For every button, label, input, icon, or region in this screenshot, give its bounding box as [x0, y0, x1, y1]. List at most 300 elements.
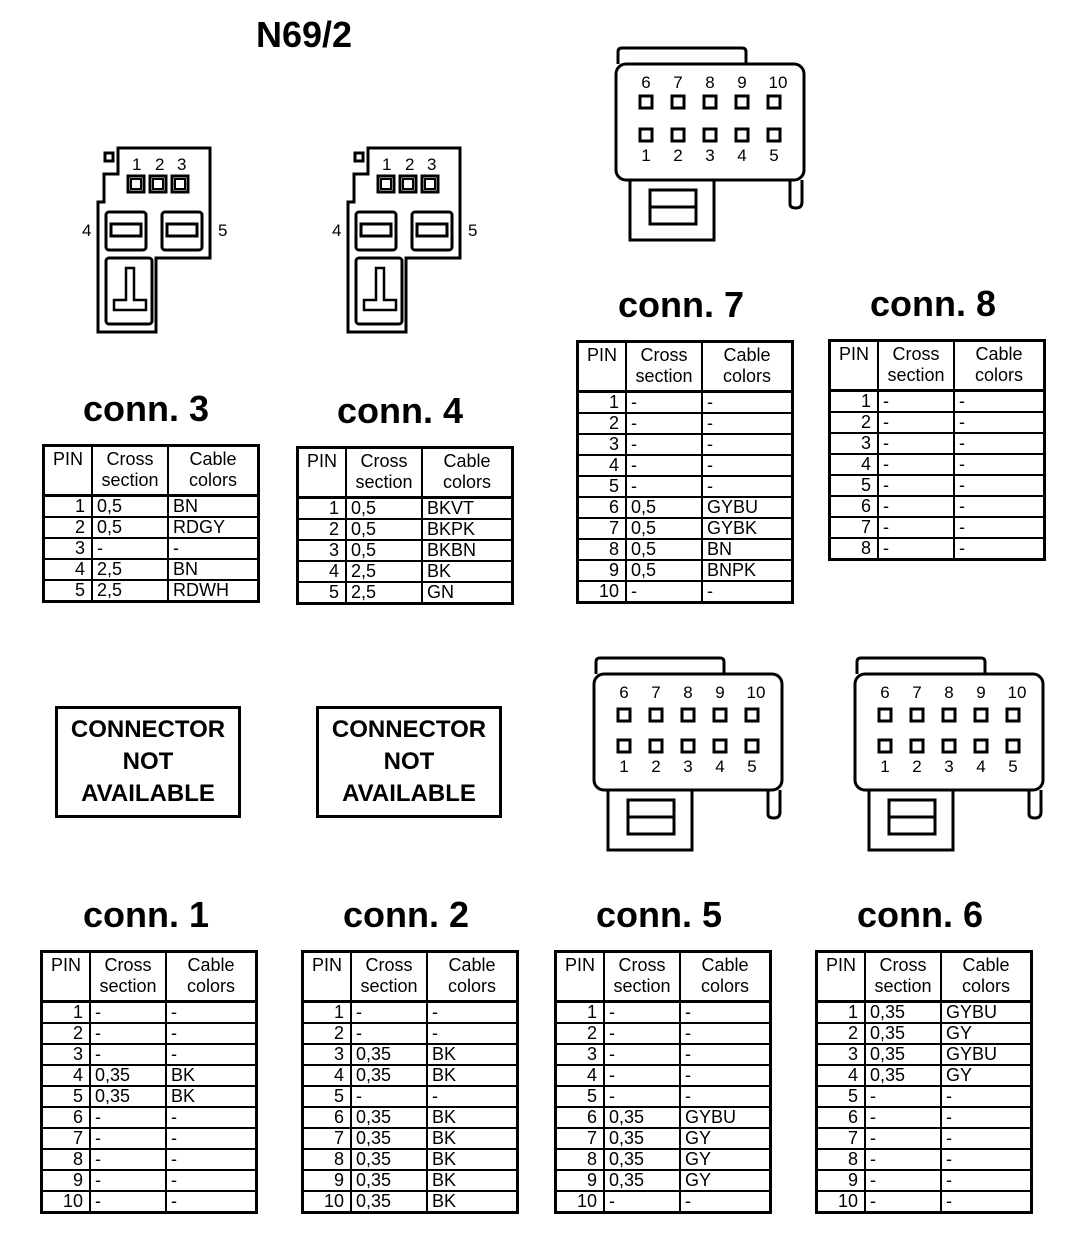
conn2-title: conn. 2: [342, 894, 470, 935]
cable-color-value: -: [680, 1191, 771, 1213]
cross-section-value: 0,5: [626, 518, 702, 539]
pin-label: 9: [737, 73, 747, 92]
table-row: [298, 519, 513, 540]
conn8-title: conn. 8: [869, 283, 997, 324]
table-row: [578, 560, 793, 581]
table-row: [556, 1044, 771, 1065]
pin-number: 3: [303, 1044, 352, 1065]
cross-section-value: 0,35: [865, 1023, 941, 1044]
cross-section-value: -: [90, 1044, 166, 1065]
cross-section-value: 0,35: [865, 1002, 941, 1024]
cable-color-value: -: [166, 1149, 257, 1170]
cable-color-value: BN: [702, 539, 793, 560]
cross-section-value: -: [878, 391, 954, 413]
table-row: [42, 1170, 257, 1191]
pin-number: 2: [556, 1023, 605, 1044]
cable-color-value: -: [941, 1170, 1032, 1191]
table-row: [298, 561, 513, 582]
cross-section-value: 0,35: [865, 1065, 941, 1086]
cable-color-value: BK: [422, 561, 513, 582]
table-row: [817, 1086, 1032, 1107]
cable-color-value: BK: [427, 1191, 518, 1213]
connector-pin-labels: [641, 73, 787, 165]
cross-section-value: -: [604, 1191, 680, 1213]
pin-label: 6: [641, 73, 651, 92]
pin-number: 4: [42, 1065, 91, 1086]
cross-section-value: -: [90, 1149, 166, 1170]
cross-section-value: 0,35: [90, 1086, 166, 1107]
pin-number: 8: [578, 539, 627, 560]
cross-section-value: 0,5: [626, 539, 702, 560]
table-row: [298, 582, 513, 604]
cable-color-value: -: [702, 476, 793, 497]
pin-label: 6: [880, 683, 890, 702]
cable-color-value: -: [427, 1086, 518, 1107]
table-row: [303, 1044, 518, 1065]
cable-color-value: -: [941, 1086, 1032, 1107]
cable-colors-header: Cable colors: [168, 446, 259, 496]
pin-label: 5: [769, 146, 779, 165]
pin-header: PIN: [303, 952, 352, 1002]
cross-section-value: 0,35: [351, 1149, 427, 1170]
cable-color-value: -: [954, 391, 1045, 413]
table-row: [830, 454, 1045, 475]
cable-colors-header: Cable colors: [166, 952, 257, 1002]
pin-number: 7: [817, 1128, 866, 1149]
cable-color-value: BN: [168, 496, 259, 518]
cross-section-value: 0,35: [351, 1107, 427, 1128]
cable-color-value: -: [166, 1023, 257, 1044]
cable-color-value: -: [702, 392, 793, 414]
pin-number: 7: [830, 517, 879, 538]
connector-4-drawing: [330, 140, 490, 340]
cable-color-value: -: [941, 1128, 1032, 1149]
conn3-pin-table: [42, 444, 260, 603]
cross-section-value: -: [604, 1044, 680, 1065]
pin-number: 1: [817, 1002, 866, 1024]
cross-section-value: 0,5: [626, 497, 702, 518]
table-row: [44, 496, 259, 518]
pin-label: 4: [82, 221, 92, 240]
pin-label: 9: [976, 683, 986, 702]
table-row: [830, 538, 1045, 560]
table-row: [578, 476, 793, 497]
cross-section-header: Cross section: [346, 448, 422, 498]
cross-section-value: -: [626, 455, 702, 476]
cross-section-value: -: [351, 1086, 427, 1107]
cross-section-value: -: [878, 538, 954, 560]
cross-section-value: -: [878, 454, 954, 475]
pin-number: 4: [830, 454, 879, 475]
pin-label: 5: [747, 757, 757, 776]
table-row: [44, 538, 259, 559]
pin-number: 5: [817, 1086, 866, 1107]
cross-section-value: -: [865, 1191, 941, 1213]
table-row: [830, 496, 1045, 517]
conn3-title: conn. 3: [82, 388, 210, 429]
conn6-pin-table: [815, 950, 1033, 1214]
table-row: [42, 1128, 257, 1149]
pin-number: 3: [42, 1044, 91, 1065]
table-row: [44, 517, 259, 538]
cross-section-value: -: [90, 1128, 166, 1149]
cross-section-value: 0,35: [351, 1191, 427, 1213]
pin-number: 3: [830, 433, 879, 454]
conn8-pin-table: [828, 339, 1046, 561]
cable-color-value: -: [166, 1128, 257, 1149]
pin-number: 2: [44, 517, 93, 538]
cross-section-header: Cross section: [865, 952, 941, 1002]
pin-label: 2: [405, 155, 415, 174]
page-title: N69/2: [256, 14, 353, 55]
cross-section-value: -: [626, 476, 702, 497]
pin-number: 5: [44, 580, 93, 602]
cross-section-value: 0,5: [346, 540, 422, 561]
pin-number: 6: [578, 497, 627, 518]
cable-color-value: BN: [168, 559, 259, 580]
pin-number: 10: [556, 1191, 605, 1213]
cross-section-value: -: [92, 538, 168, 559]
connector-pin-labels: [880, 683, 1026, 776]
table-row: [303, 1149, 518, 1170]
cable-color-value: -: [702, 434, 793, 455]
pin-label: 10: [1007, 683, 1027, 702]
pin-number: 7: [42, 1128, 91, 1149]
pin-number: 1: [578, 392, 627, 414]
table-header-row: [298, 448, 513, 498]
cable-color-value: -: [427, 1002, 518, 1024]
table-header-row: [303, 952, 518, 1002]
table-row: [817, 1191, 1032, 1213]
cross-section-header: Cross section: [878, 341, 954, 391]
cross-section-value: -: [90, 1191, 166, 1213]
table-row: [830, 391, 1045, 413]
pin-header: PIN: [817, 952, 866, 1002]
na-line: AVAILABLE: [81, 780, 215, 807]
cable-color-value: BK: [166, 1065, 257, 1086]
conn2-pin-table: [301, 950, 519, 1214]
na-line: CONNECTOR: [70, 716, 226, 743]
table-row: [303, 1023, 518, 1044]
cross-section-value: -: [90, 1023, 166, 1044]
pin-number: 9: [42, 1170, 91, 1191]
cross-section-value: 0,5: [92, 496, 168, 518]
cross-section-value: -: [90, 1170, 166, 1191]
cross-section-header: Cross section: [90, 952, 166, 1002]
table-row: [42, 1086, 257, 1107]
pin-number: 9: [556, 1170, 605, 1191]
table-row: [556, 1191, 771, 1213]
table-row: [556, 1023, 771, 1044]
pin-number: 7: [303, 1128, 352, 1149]
pin-header: PIN: [42, 952, 91, 1002]
pin-label: 3: [705, 146, 715, 165]
pin-label: 3: [683, 757, 693, 776]
cross-section-value: -: [604, 1065, 680, 1086]
cross-section-value: 2,5: [346, 561, 422, 582]
pin-number: 2: [817, 1023, 866, 1044]
pin-label: 8: [944, 683, 954, 702]
connector-pin-labels: [619, 683, 765, 776]
cable-color-value: GYBU: [702, 497, 793, 518]
conn4-pin-table: [296, 446, 514, 605]
pin-number: 5: [578, 476, 627, 497]
connector-5-drawing: [590, 654, 790, 854]
table-header-row: [817, 952, 1032, 1002]
table-row: [42, 1002, 257, 1024]
table-row: [42, 1044, 257, 1065]
cross-section-value: -: [604, 1086, 680, 1107]
pin-header: PIN: [556, 952, 605, 1002]
table-row: [556, 1149, 771, 1170]
table-row: [42, 1149, 257, 1170]
cross-section-value: 0,35: [604, 1107, 680, 1128]
cross-section-header: Cross section: [604, 952, 680, 1002]
cross-section-header: Cross section: [351, 952, 427, 1002]
table-row: [817, 1065, 1032, 1086]
table-row: [817, 1044, 1032, 1065]
cable-color-value: GY: [941, 1023, 1032, 1044]
pin-number: 4: [303, 1065, 352, 1086]
connector-not-available-box: [55, 706, 241, 818]
cable-color-value: -: [680, 1065, 771, 1086]
table-row: [556, 1065, 771, 1086]
cross-section-header: Cross section: [626, 342, 702, 392]
pin-label: 8: [705, 73, 715, 92]
table-row: [817, 1002, 1032, 1024]
pin-number: 10: [578, 581, 627, 603]
cable-colors-header: Cable colors: [954, 341, 1045, 391]
pin-number: 7: [578, 518, 627, 539]
cross-section-value: -: [865, 1128, 941, 1149]
cable-color-value: BK: [427, 1149, 518, 1170]
cable-color-value: BKPK: [422, 519, 513, 540]
cable-color-value: BKVT: [422, 498, 513, 520]
cable-color-value: -: [166, 1002, 257, 1024]
na-line: CONNECTOR: [331, 716, 487, 743]
table-header-row: [578, 342, 793, 392]
cable-color-value: -: [680, 1044, 771, 1065]
pin-label: 8: [683, 683, 693, 702]
cross-section-value: 0,5: [92, 517, 168, 538]
na-line: NOT: [122, 748, 174, 775]
cable-colors-header: Cable colors: [422, 448, 513, 498]
cable-color-value: GN: [422, 582, 513, 604]
cross-section-value: -: [865, 1149, 941, 1170]
cross-section-value: 2,5: [92, 559, 168, 580]
pin-header: PIN: [578, 342, 627, 392]
pin-number: 1: [830, 391, 879, 413]
pin-number: 1: [44, 496, 93, 518]
pin-label: 3: [177, 155, 187, 174]
table-row: [817, 1149, 1032, 1170]
cross-section-value: 0,35: [351, 1065, 427, 1086]
pin-label: 4: [332, 221, 342, 240]
cross-section-value: 0,35: [604, 1149, 680, 1170]
pin-label: 5: [218, 221, 228, 240]
pin-number: 3: [556, 1044, 605, 1065]
cable-color-value: BK: [427, 1044, 518, 1065]
conn7-title: conn. 7: [617, 284, 745, 325]
cable-color-value: -: [954, 475, 1045, 496]
cross-section-value: -: [865, 1170, 941, 1191]
conn5-title: conn. 5: [595, 894, 723, 935]
pin-header: PIN: [830, 341, 879, 391]
cross-section-value: 2,5: [346, 582, 422, 604]
na-line: NOT: [383, 748, 435, 775]
table-row: [556, 1086, 771, 1107]
pin-number: 3: [578, 434, 627, 455]
pin-number: 6: [303, 1107, 352, 1128]
cross-section-value: 0,35: [351, 1044, 427, 1065]
pin-number: 2: [578, 413, 627, 434]
pin-label: 4: [715, 757, 725, 776]
pin-number: 8: [303, 1149, 352, 1170]
cross-section-value: -: [878, 412, 954, 433]
pin-number: 9: [578, 560, 627, 581]
pin-number: 10: [817, 1191, 866, 1213]
table-row: [298, 498, 513, 520]
table-row: [303, 1128, 518, 1149]
conn1-title: conn. 1: [82, 894, 210, 935]
pin-header: PIN: [44, 446, 93, 496]
pin-label: 1: [382, 155, 392, 174]
table-row: [42, 1023, 257, 1044]
pin-number: 5: [42, 1086, 91, 1107]
table-row: [830, 475, 1045, 496]
pin-label: 9: [715, 683, 725, 702]
cross-section-value: -: [626, 434, 702, 455]
pin-number: 8: [817, 1149, 866, 1170]
cable-color-value: GYBK: [702, 518, 793, 539]
conn1-pin-table: [40, 950, 258, 1214]
pin-number: 2: [830, 412, 879, 433]
pin-label: 5: [468, 221, 478, 240]
table-row: [578, 518, 793, 539]
table-row: [556, 1170, 771, 1191]
pin-label: 7: [912, 683, 922, 702]
table-row: [578, 413, 793, 434]
pin-number: 8: [556, 1149, 605, 1170]
table-row: [578, 434, 793, 455]
cable-color-value: -: [702, 581, 793, 603]
pin-number: 4: [578, 455, 627, 476]
connector-3-drawing: [80, 140, 240, 340]
cable-color-value: -: [166, 1191, 257, 1213]
conn4-title: conn. 4: [336, 390, 464, 431]
pin-number: 5: [556, 1086, 605, 1107]
cable-color-value: -: [166, 1044, 257, 1065]
table-row: [556, 1107, 771, 1128]
cross-section-value: -: [351, 1023, 427, 1044]
cable-color-value: -: [166, 1107, 257, 1128]
pin-number: 2: [42, 1023, 91, 1044]
cable-color-value: -: [427, 1023, 518, 1044]
table-header-row: [556, 952, 771, 1002]
table-row: [303, 1107, 518, 1128]
pin-number: 6: [830, 496, 879, 517]
pin-label: 2: [673, 146, 683, 165]
pin-label: 3: [944, 757, 954, 776]
table-row: [556, 1128, 771, 1149]
cross-section-value: 0,35: [351, 1128, 427, 1149]
table-row: [44, 559, 259, 580]
pin-label: 3: [427, 155, 437, 174]
cable-color-value: -: [702, 455, 793, 476]
table-row: [42, 1191, 257, 1213]
cross-section-value: -: [604, 1023, 680, 1044]
pin-label: 5: [1008, 757, 1018, 776]
cable-color-value: GYBU: [941, 1002, 1032, 1024]
cable-color-value: BK: [427, 1065, 518, 1086]
table-row: [303, 1170, 518, 1191]
cross-section-value: 0,5: [346, 519, 422, 540]
cable-color-value: BK: [427, 1107, 518, 1128]
cross-section-value: -: [865, 1086, 941, 1107]
cable-color-value: -: [954, 412, 1045, 433]
pin-number: 1: [556, 1002, 605, 1024]
pin-number: 4: [298, 561, 347, 582]
table-row: [303, 1086, 518, 1107]
cable-color-value: -: [166, 1170, 257, 1191]
pin-number: 1: [42, 1002, 91, 1024]
conn7-pin-table: [576, 340, 794, 604]
table-row: [830, 412, 1045, 433]
cable-color-value: GY: [680, 1128, 771, 1149]
conn5-pin-table: [554, 950, 772, 1214]
cable-color-value: -: [954, 496, 1045, 517]
pin-number: 2: [298, 519, 347, 540]
table-row: [817, 1023, 1032, 1044]
pin-label: 1: [132, 155, 142, 174]
connector-6-drawing: [851, 654, 1051, 854]
connector-not-available-box: [316, 706, 502, 818]
cable-color-value: GY: [680, 1170, 771, 1191]
cable-color-value: -: [680, 1023, 771, 1044]
table-row: [42, 1065, 257, 1086]
pin-label: 2: [651, 757, 661, 776]
cross-section-value: -: [878, 475, 954, 496]
cross-section-value: 2,5: [92, 580, 168, 602]
connector-7-drawing: [612, 44, 812, 244]
pin-number: 3: [298, 540, 347, 561]
cable-color-value: BK: [166, 1086, 257, 1107]
conn6-title: conn. 6: [856, 894, 984, 935]
cable-color-value: -: [941, 1191, 1032, 1213]
table-row: [817, 1170, 1032, 1191]
cross-section-value: 0,35: [90, 1065, 166, 1086]
table-row: [817, 1128, 1032, 1149]
cable-color-value: BK: [427, 1170, 518, 1191]
table-row: [830, 433, 1045, 454]
pin-number: 1: [303, 1002, 352, 1024]
pin-number: 1: [298, 498, 347, 520]
cross-section-value: -: [626, 581, 702, 603]
cross-section-value: 0,5: [346, 498, 422, 520]
cable-color-value: GYBU: [941, 1044, 1032, 1065]
pin-label: 1: [619, 757, 629, 776]
table-header-row: [830, 341, 1045, 391]
cable-colors-header: Cable colors: [702, 342, 793, 392]
cable-color-value: -: [954, 517, 1045, 538]
cable-color-value: BKBN: [422, 540, 513, 561]
pin-number: 4: [817, 1065, 866, 1086]
na-line: AVAILABLE: [342, 780, 476, 807]
pin-number: 6: [556, 1107, 605, 1128]
table-header-row: [44, 446, 259, 496]
table-row: [578, 392, 793, 414]
cable-color-value: -: [941, 1149, 1032, 1170]
